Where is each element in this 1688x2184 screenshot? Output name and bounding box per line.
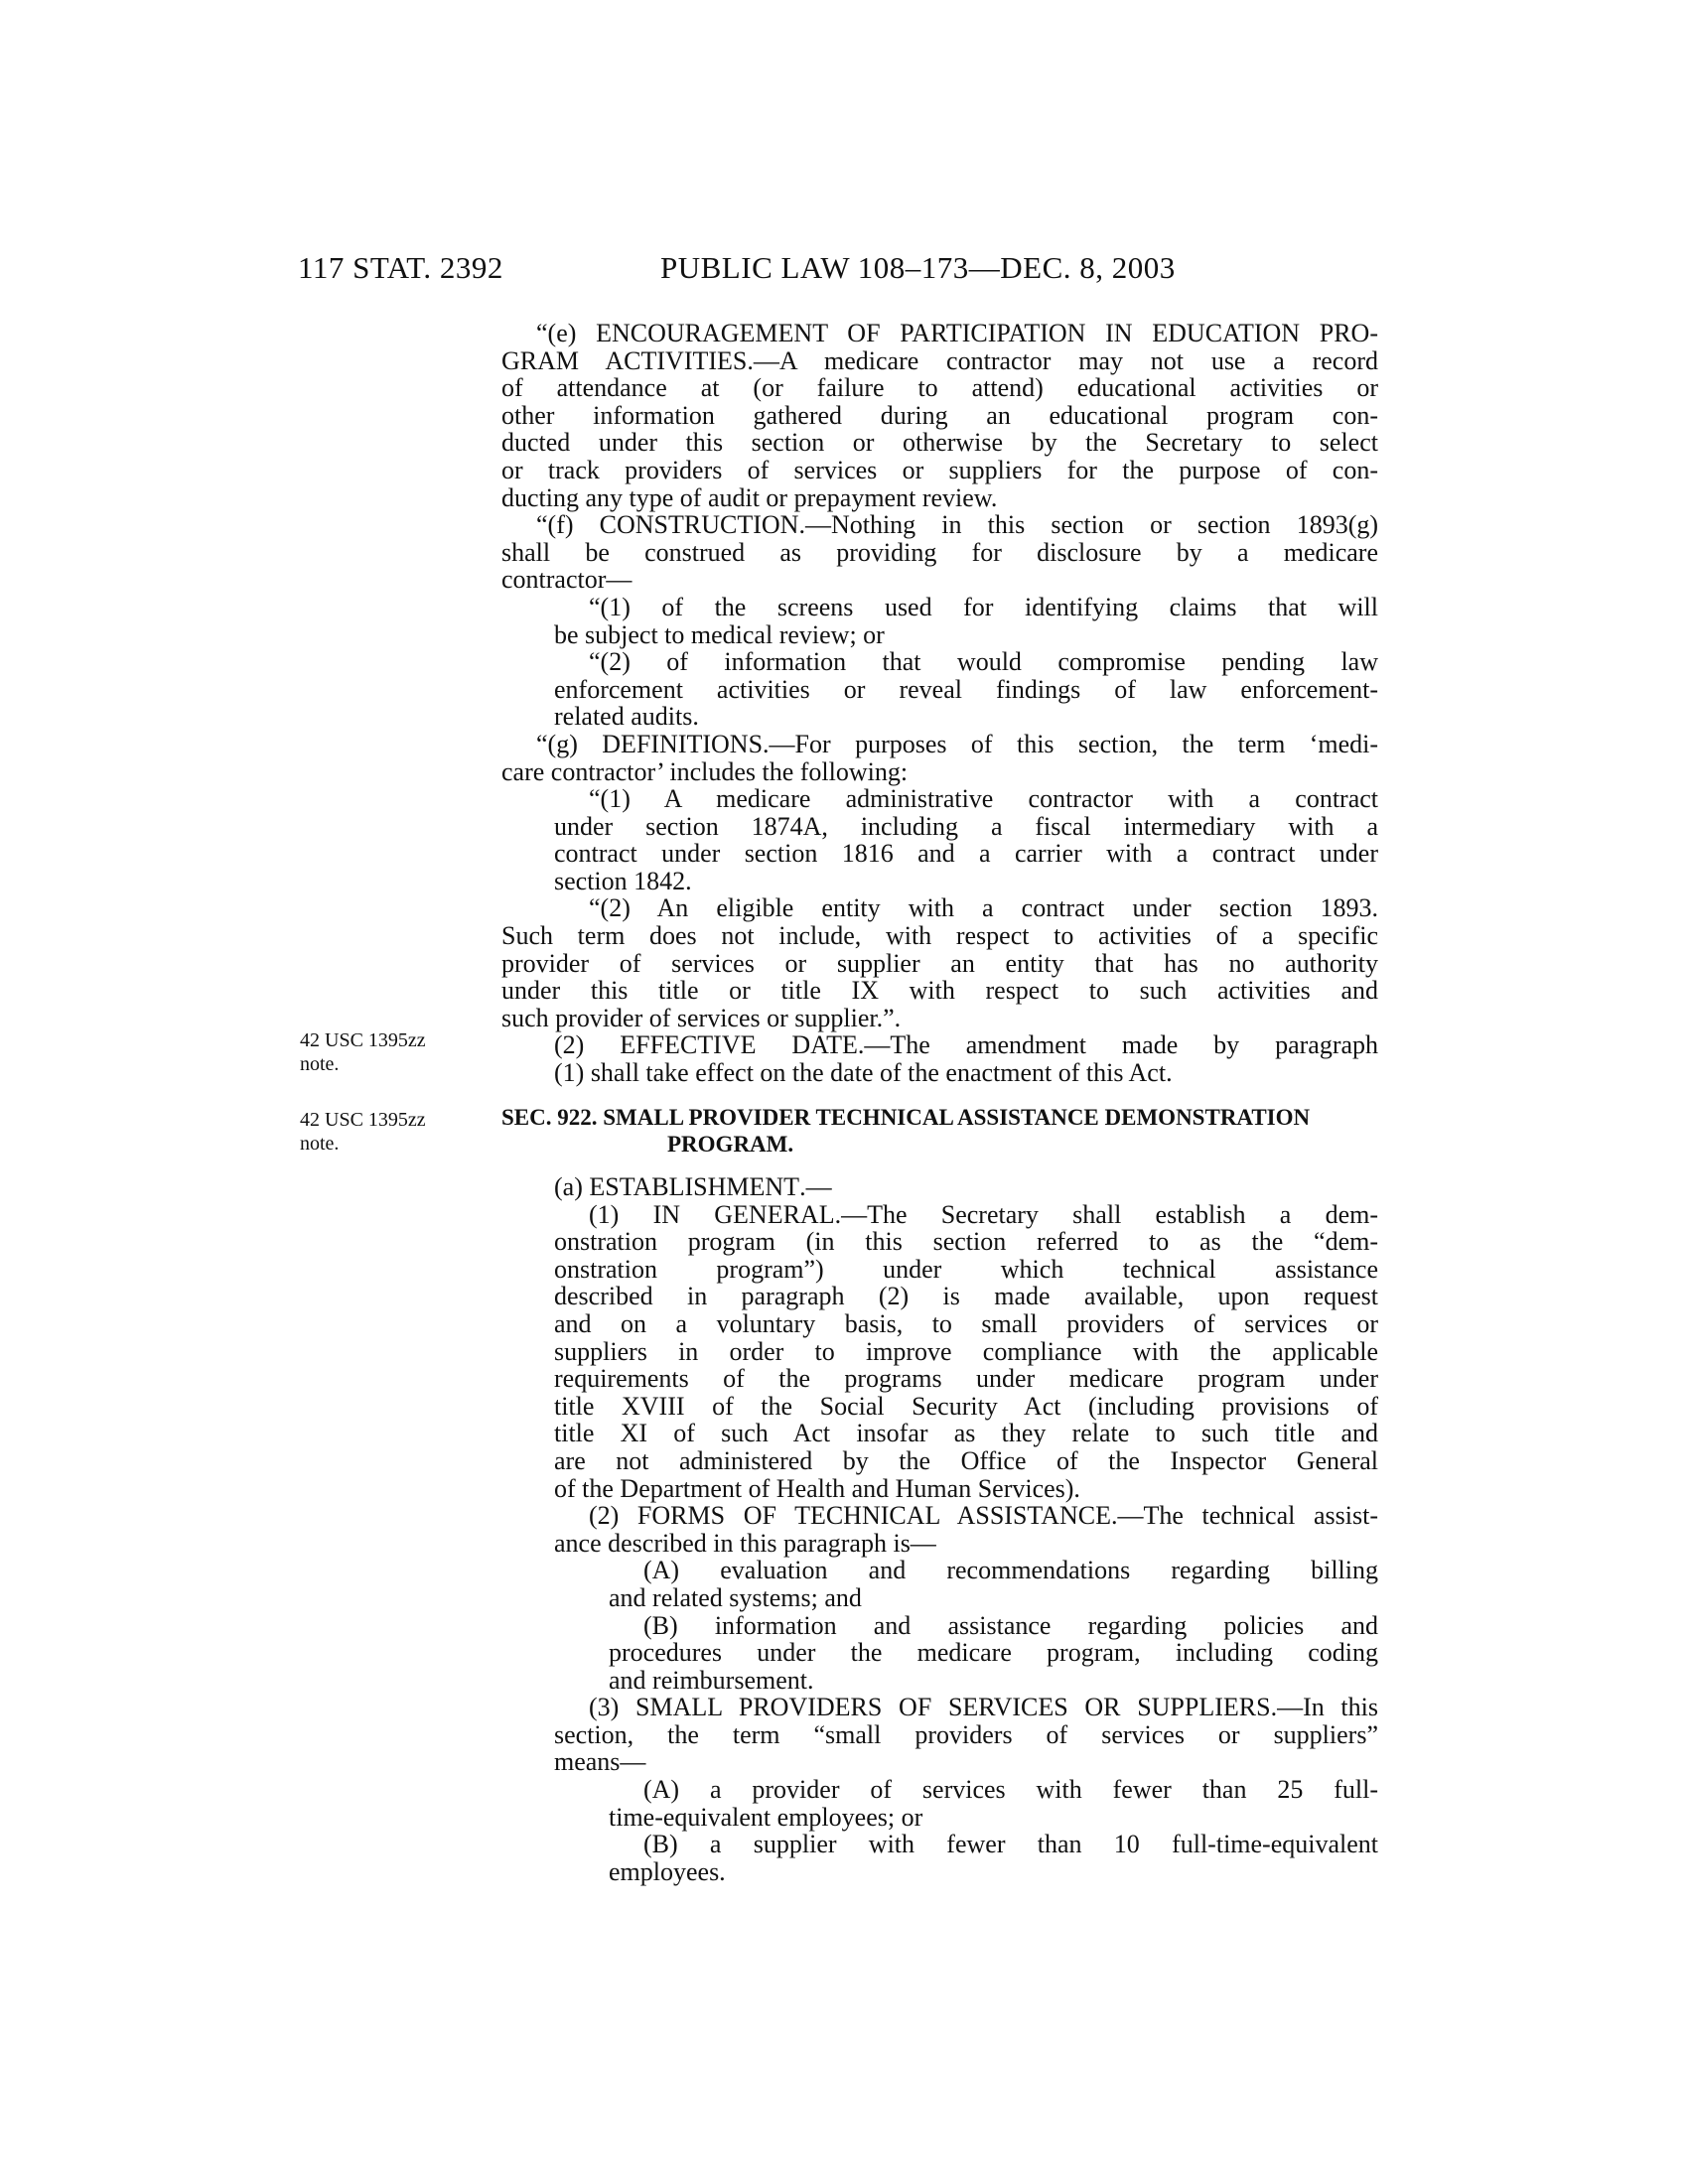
a1-line: onstration program”) under which technical assistance [554,1254,1378,1284]
a2-item: procedures under the medicare program, including coding [609,1638,1378,1668]
para-f-item: “(2) of information that would compromise pending law [589,647,1378,677]
effective-date-line: (1) shall take effect on the date of the enactment of this Act. [554,1058,1173,1088]
para-f-item: enforcement activities or reveal findings of law enforcement- [554,674,1378,704]
a1-line: title XI of such Act insofar as they relate to such title and [554,1419,1378,1448]
a1-line: are not administered by the Office of the Inspector General [554,1445,1378,1475]
para-f-item: “(1) of the screens used for identifying claims that will [589,592,1378,621]
para-g-item: provider of services or supplier an entity that has no authority [501,948,1378,978]
a3-line: section, the term “small providers of services or suppliers” [554,1719,1378,1749]
a1-line: requirements of the programs under medicare program under [554,1364,1378,1394]
para-g-item: under this title or title IX with respect to such activities and [501,976,1378,1006]
para-g-item: contract under section 1816 and a carrier with a contract under [554,839,1378,869]
section-heading: SEC. 922. SMALL PROVIDER TECHNICAL ASSISTANCE DEMONSTRATION PROGRAM. [501,1105,1311,1157]
a2-item: and reimbursement. [609,1665,814,1695]
para-e-line: ducted under this section or otherwise by the Secretary to select [501,428,1378,458]
a1-line: title XVIII of the Social Security Act (including provisions of [554,1391,1378,1421]
a3-item: time-equivalent employees; or [609,1802,923,1832]
para-g-item: such provider of services or supplier.”. [501,1003,902,1032]
para-g-item: “(2) An eligible entity with a contract under section 1893. [589,893,1378,923]
para-e-line: other information gathered during an educational program con- [501,400,1378,430]
para-f-line: shall be construed as providing for disclosure by a medicare [501,537,1378,567]
para-g-heading: “(g) DEFINITIONS.—For purposes of this section, the term ‘medi- [536,729,1378,758]
a3-item: (A) a provider of services with fewer than 25 full- [643,1775,1378,1805]
para-g-item: Such term does not include, with respect to activities of a specific [501,921,1378,951]
section-922-text [501,1173,1378,1885]
para-e-line: GRAM ACTIVITIES.—A medicare contractor may not use a record [501,345,1378,375]
para-g-item: under section 1874A, including a fiscal intermediary with a [554,811,1378,841]
para-f-line: contractor— [501,565,633,595]
margin-note: 42 USC 1395zz note. [300,1109,426,1155]
para-f-heading: “(f) CONSTRUCTION.—Nothing in this section or section 1893(g) [536,510,1379,540]
para-f-item: be subject to medical review; or [554,619,885,649]
a1-line: onstration program (in this section referred to as the “dem- [554,1227,1378,1257]
a3-item: (B) a supplier with fewer than 10 full-time-equivalent [643,1830,1378,1859]
para-g-item: section 1842. [554,866,692,895]
a1-heading: (1) IN GENERAL.—The Secretary shall establish a dem- [589,1199,1379,1229]
para-g-line: care contractor’ includes the following: [501,756,909,786]
margin-note: 42 USC 1395zz note. [300,1029,426,1075]
page-reference: 117 STAT. 2392 [298,250,503,285]
a3-line: means— [554,1747,646,1777]
a2-item: (A) evaluation and recommendations regarding billing [643,1556,1378,1585]
para-g-item: “(1) A medicare administrative contractor with a contract [589,784,1378,814]
effective-date-heading: (2) EFFECTIVE DATE.—The amendment made by paragraph [554,1030,1379,1060]
a1-line: suppliers in order to improve compliance with the applicable [554,1336,1378,1366]
para-e-line: ducting any type of audit or prepayment review. [501,482,998,512]
running-header-title: PUBLIC LAW 108–173—DEC. 8, 2003 [660,250,1176,285]
para-e-line: or track providers of services or suppliers for the purpose of con- [501,455,1378,484]
para-e-line: of attendance at (or failure to attend) educational activities or [501,373,1378,403]
para-e-heading: “(e) ENCOURAGEMENT OF PARTICIPATION IN EDUCATION PRO- [536,319,1378,347]
a1-line: and on a voluntary basis, to small providers of services or [554,1308,1378,1338]
subsection-a-heading: (a) ESTABLISHMENT.— [554,1172,832,1201]
a3-heading: (3) SMALL PROVIDERS OF SERVICES OR SUPPLIERS.—In this [589,1693,1378,1722]
a1-line: of the Department of Health and Human Services). [554,1473,1080,1503]
a2-item: (B) information and assistance regarding policies and [643,1610,1378,1640]
a2-line: ance described in this paragraph is— [554,1528,936,1558]
a2-heading: (2) FORMS OF TECHNICAL ASSISTANCE.—The technical assist- [589,1501,1378,1531]
a3-item: employees. [609,1856,726,1886]
para-f-item: related audits. [554,702,699,732]
a1-line: described in paragraph (2) is made available, upon request [554,1282,1378,1311]
a2-item: and related systems; and [609,1582,862,1612]
amendment-text [501,320,1378,1087]
